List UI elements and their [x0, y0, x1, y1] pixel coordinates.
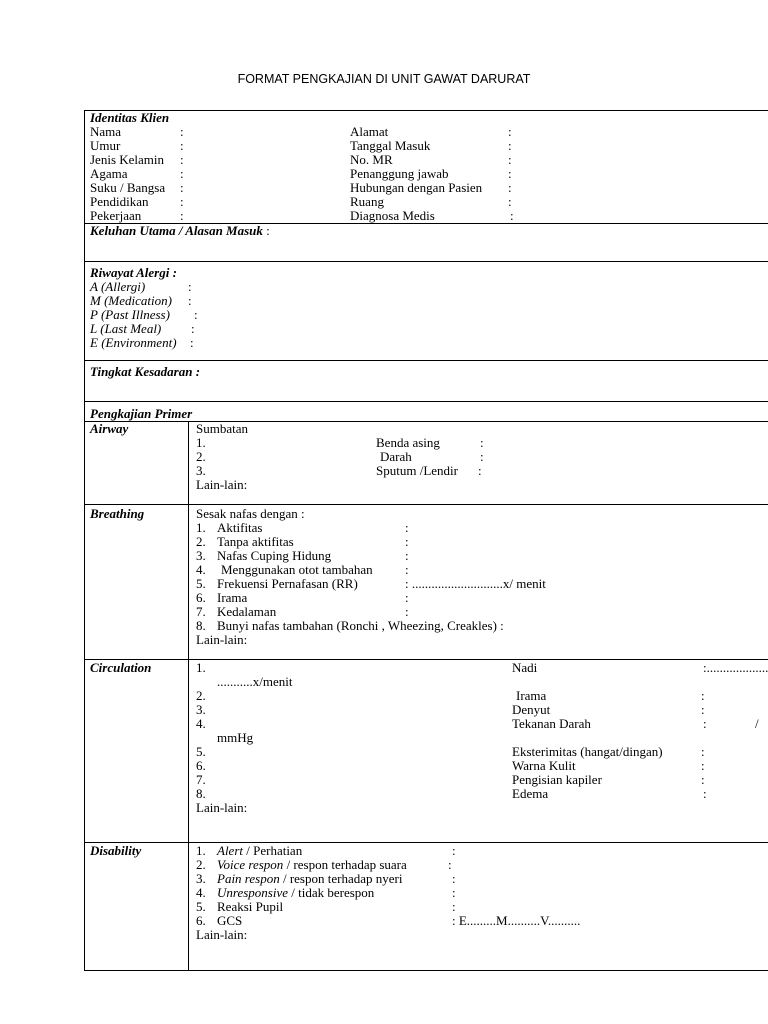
disability-item: Reaksi Pupil: [217, 899, 284, 914]
colon: :: [701, 758, 705, 773]
field-label: Penanggung jawab: [350, 166, 449, 181]
item-number: 3.: [196, 871, 206, 886]
alergi-item: M (Medication): [90, 293, 172, 308]
colon: :: [180, 194, 184, 209]
item-number: 6.: [196, 758, 206, 773]
field-label: Diagnosa Medis: [350, 208, 435, 223]
keluhan-heading: Keluhan Utama / Alasan Masuk: [90, 223, 263, 238]
td-unit: mmHg: [217, 730, 254, 745]
field-label: Hubungan dengan Pasien: [350, 180, 483, 195]
colon: :: [701, 772, 705, 787]
breathing-item: Menggunakan otot tambahan: [221, 562, 373, 577]
disability-lain: Lain-lain:: [196, 927, 248, 942]
circulation-label: Circulation: [90, 660, 152, 675]
colon: :: [180, 180, 184, 195]
colon: :: [452, 871, 456, 886]
alergi-item: L (Last Meal): [90, 321, 162, 336]
row-divider: [84, 401, 768, 402]
item-number: 8.: [196, 786, 206, 801]
term: Unresponsive: [217, 885, 289, 900]
document-title: FORMAT PENGKAJIAN DI UNIT GAWAT DARURAT: [237, 72, 531, 86]
nadi-unit: ...........x/menit: [217, 674, 293, 689]
identitas-heading: Identitas Klien: [90, 110, 170, 125]
disability-item: GCS: [217, 913, 243, 928]
colon: :: [448, 857, 452, 872]
disability-item: [217, 886, 374, 900]
column-divider: [188, 421, 189, 971]
alergi-item: A (Allergi): [90, 279, 146, 294]
item-number: 2.: [196, 688, 206, 703]
row-divider: [84, 842, 768, 843]
primer-heading: Pengkajian Primer: [90, 406, 193, 421]
warna-kulit-label: Warna Kulit: [512, 758, 576, 773]
field-label: Nama: [90, 124, 122, 139]
colon: :: [405, 534, 409, 549]
field-label: Agama: [90, 166, 128, 181]
nadi-label: Nadi: [512, 660, 538, 675]
disability-item: [217, 872, 402, 886]
colon: :: [405, 562, 409, 577]
colon: :: [703, 716, 707, 731]
edema-label: Edema: [512, 786, 549, 801]
colon: :: [452, 843, 456, 858]
colon: :: [480, 449, 484, 464]
nadi-value: :...................: [703, 660, 768, 675]
denyut-label: Denyut: [512, 702, 551, 717]
item-number: 8.: [196, 618, 206, 633]
colon: :: [508, 124, 512, 139]
breathing-item: Kedalaman: [217, 604, 277, 619]
colon: :: [180, 152, 184, 167]
row-divider: [84, 659, 768, 660]
colon: :: [510, 208, 514, 223]
circulation-lain: Lain-lain:: [196, 800, 248, 815]
airway-item: Sputum /Lendir: [376, 463, 458, 478]
breathing-item: Frekuensi Pernafasan (RR): [217, 576, 358, 591]
colon: :: [508, 166, 512, 181]
airway-item: Darah: [380, 449, 412, 464]
kesadaran-heading: Tingkat Kesadaran :: [90, 364, 201, 379]
airway-lain: Lain-lain:: [196, 477, 248, 492]
disability-item: [217, 858, 407, 872]
colon: :: [180, 124, 184, 139]
item-number: 1.: [196, 435, 206, 450]
disability-item: [217, 844, 302, 858]
colon: :: [508, 152, 512, 167]
colon: :: [405, 590, 409, 605]
item-number: 2.: [196, 857, 206, 872]
field-label: Tanggal Masuk: [350, 138, 431, 153]
colon: :: [701, 688, 705, 703]
term-desc: / respon terhadap suara: [283, 857, 407, 872]
tekanan-darah-label: Tekanan Darah: [512, 716, 591, 731]
item-number: 3.: [196, 702, 206, 717]
item-number: 2.: [196, 534, 206, 549]
colon: :: [508, 180, 512, 195]
row-divider: [84, 421, 768, 422]
ekstremitas-label: Eksterimitas (hangat/dingan): [512, 744, 663, 759]
table-top-border: [84, 110, 768, 111]
colon: :: [180, 208, 184, 223]
breathing-item: Irama: [217, 590, 248, 605]
item-number: 4.: [196, 716, 206, 731]
row-divider: [84, 360, 768, 361]
colon: :: [191, 321, 195, 336]
breathing-label: Breathing: [90, 506, 145, 521]
colon: :: [188, 293, 192, 308]
irama-label: Irama: [516, 688, 547, 703]
colon: :: [703, 786, 707, 801]
colon: :: [508, 194, 512, 209]
breathing-item: Nafas Cuping Hidung: [217, 548, 332, 563]
colon: :: [478, 463, 482, 478]
item-number: 4.: [196, 562, 206, 577]
colon: :: [180, 138, 184, 153]
colon: :: [508, 138, 512, 153]
colon: :: [452, 899, 456, 914]
breathing-item: Bunyi nafas tambahan (Ronchi , Wheezing, Creakles) :: [217, 618, 504, 633]
item-number: 7.: [196, 604, 206, 619]
item-number: 7.: [196, 772, 206, 787]
gcs-value: : E.........M..........V..........: [452, 913, 581, 928]
airway-label: Airway: [90, 421, 129, 436]
field-label: Pendidikan: [90, 194, 149, 209]
breathing-title: Sesak nafas dengan :: [196, 506, 305, 521]
item-number: 3.: [196, 548, 206, 563]
field-label: Umur: [90, 138, 121, 153]
field-label: Jenis Kelamin: [90, 152, 165, 167]
colon: :: [405, 548, 409, 563]
term-desc: / respon terhadap nyeri: [279, 871, 403, 886]
term: Pain respon: [217, 871, 280, 886]
disability-label: Disability: [90, 843, 142, 858]
airway-item: Benda asing: [376, 435, 440, 450]
item-number: 1.: [196, 660, 206, 675]
row-divider: [84, 261, 768, 262]
item-number: 1.: [196, 520, 206, 535]
row-divider: [84, 504, 768, 505]
field-label: Alamat: [350, 124, 389, 139]
colon: :: [194, 307, 198, 322]
term-desc: / tidak berespon: [288, 885, 375, 900]
item-number: 6.: [196, 590, 206, 605]
breathing-item: Tanpa aktifitas: [217, 534, 294, 549]
term: Alert: [217, 843, 243, 858]
item-number: 5.: [196, 576, 206, 591]
field-label: Suku / Bangsa: [90, 180, 166, 195]
colon: :: [180, 166, 184, 181]
item-number: 5.: [196, 744, 206, 759]
colon: :: [405, 604, 409, 619]
td-slash: /: [755, 716, 759, 731]
item-number: 3.: [196, 463, 206, 478]
alergi-heading: Riwayat Alergi :: [90, 265, 177, 280]
colon: :: [452, 885, 456, 900]
field-label: Pekerjaan: [90, 208, 142, 223]
item-number: 1.: [196, 843, 206, 858]
colon: :: [480, 435, 484, 450]
breathing-lain: Lain-lain:: [196, 632, 248, 647]
airway-title: Sumbatan: [196, 421, 248, 436]
rr-value: : ............................x/ menit: [405, 576, 546, 591]
alergi-item: P (Past Illness): [90, 307, 170, 322]
item-number: 2.: [196, 449, 206, 464]
term-desc: / Perhatian: [243, 843, 303, 858]
colon: :: [266, 223, 270, 238]
colon: :: [188, 279, 192, 294]
alergi-item: E (Environment): [90, 335, 177, 350]
item-number: 4.: [196, 885, 206, 900]
term: Voice respon: [217, 857, 284, 872]
pengisian-kapiler-label: Pengisian kapiler: [512, 772, 602, 787]
keluhan-row: [90, 224, 270, 238]
colon: :: [405, 520, 409, 535]
colon: :: [701, 744, 705, 759]
table-bottom-border: [84, 970, 768, 971]
field-label: No. MR: [350, 152, 393, 167]
field-label: Ruang: [350, 194, 384, 209]
breathing-item: Aktifitas: [217, 520, 263, 535]
item-number: 5.: [196, 899, 206, 914]
colon: :: [701, 702, 705, 717]
item-number: 6.: [196, 913, 206, 928]
colon: :: [190, 335, 194, 350]
